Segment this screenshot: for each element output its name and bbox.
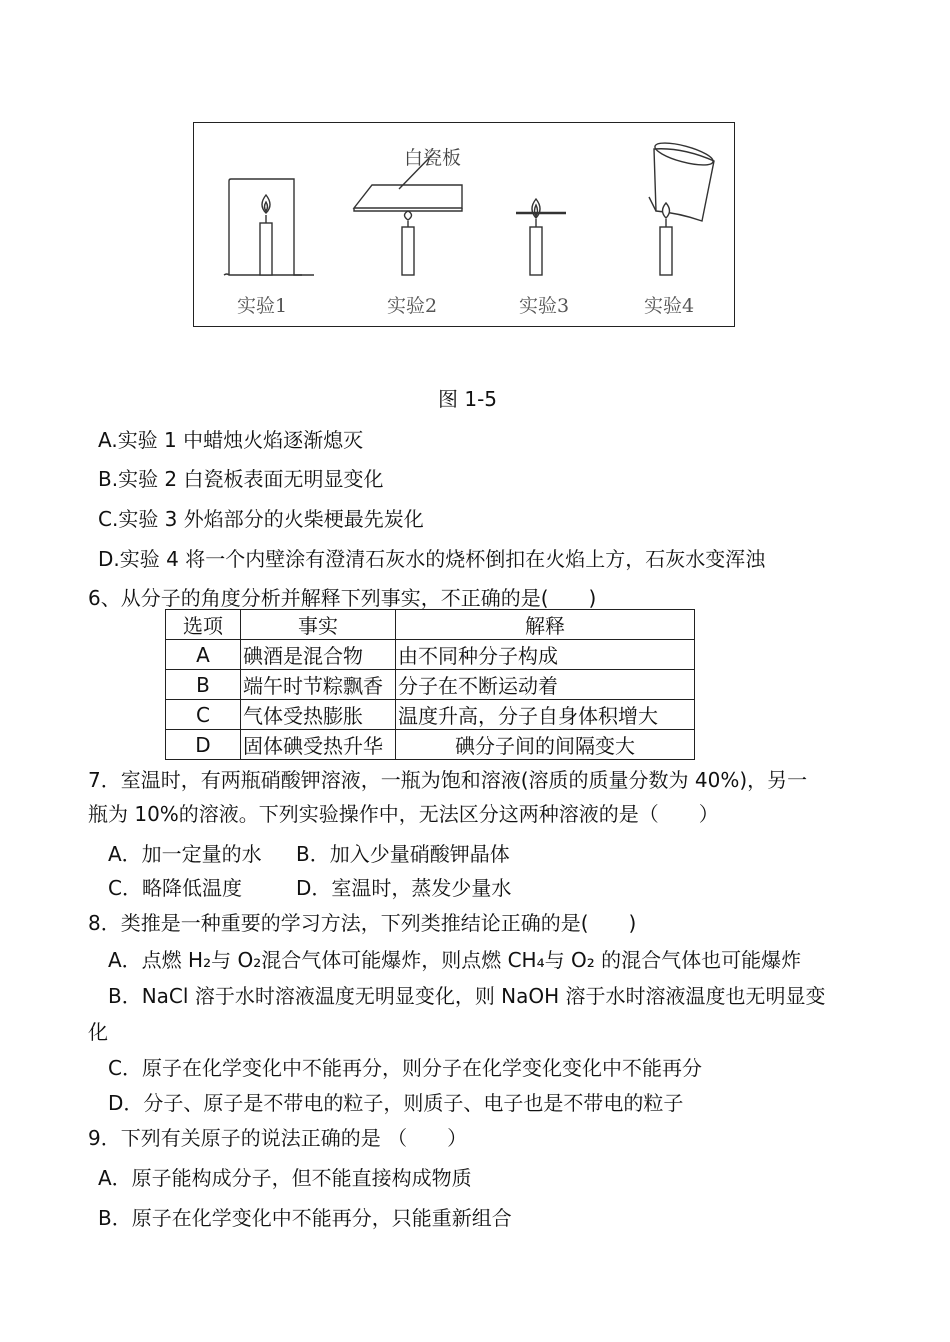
q7-option-c: C．略降低温度	[108, 876, 242, 900]
row-d-explanation: 碘分子间的间隔变大	[396, 730, 695, 760]
row-d-option: D	[166, 730, 241, 760]
q8-option-b: B．NaCl 溶于水时溶液温度无明显变化，则 NaOH 溶于水时溶液温度也无明显变	[108, 984, 826, 1008]
plate-label: 白瓷板	[404, 147, 462, 169]
row-d-fact: 固体碘受热升华	[241, 730, 396, 760]
header-explanation: 解释	[396, 610, 695, 640]
q7-line-1: 7．室温时，有两瓶硝酸钾溶液，一瓶为饱和溶液(溶质的质量分数为 40%)，另一	[88, 768, 808, 792]
q9-option-b: B．原子在化学变化中不能再分，只能重新组合	[98, 1206, 512, 1230]
experiment-figure	[193, 122, 735, 327]
table-row	[166, 640, 695, 670]
figure-caption: 图 1-5	[438, 387, 498, 411]
experiment-1-label: 实验1	[237, 295, 288, 317]
q5-option-d: D.实验 4 将一个内壁涂有澄清石灰水的烧杯倒扣在火焰上方，石灰水变浑浊	[98, 547, 766, 571]
q8-option-d: D．分子、原子是不带电的粒子，则质子、电子也是不带电的粒子	[108, 1091, 684, 1115]
row-c-option: C	[166, 700, 241, 730]
experiment-3-label: 实验3	[519, 295, 570, 317]
row-a-explanation: 由不同种分子构成	[396, 640, 695, 670]
q5-option-a: A.实验 1 中蜡烛火焰逐渐熄灭	[98, 428, 364, 452]
q8-option-a: A．点燃 H₂与 O₂混合气体可能爆炸，则点燃 CH₄与 O₂ 的混合气体也可能爆炸	[108, 948, 802, 972]
q8-option-b-cont: 化	[88, 1020, 108, 1044]
q6-table	[165, 609, 695, 760]
q8-stem: 8．类推是一种重要的学习方法，下列类推结论正确的是( )	[88, 911, 637, 935]
q9-stem: 9．下列有关原子的说法正确的是 （ ）	[88, 1126, 468, 1150]
row-b-option: B	[166, 670, 241, 700]
row-b-fact: 端午时节粽飘香	[241, 670, 396, 700]
table-row	[166, 700, 695, 730]
header-fact: 事实	[241, 610, 396, 640]
table-header-row	[166, 610, 695, 640]
row-b-explanation: 分子在不断运动着	[396, 670, 695, 700]
experiment-4-label: 实验4	[644, 295, 695, 317]
q7-option-d: D．室温时，蒸发少量水	[296, 876, 512, 900]
q5-option-c: C.实验 3 外焰部分的火柴梗最先炭化	[98, 507, 424, 531]
row-a-option: A	[166, 640, 241, 670]
row-c-explanation: 温度升高，分子自身体积增大	[396, 700, 695, 730]
q7-option-b: B．加入少量硝酸钾晶体	[296, 842, 510, 866]
q7-line-2: 瓶为 10%的溶液。下列实验操作中，无法区分这两种溶液的是（ ）	[88, 802, 719, 826]
row-c-fact: 气体受热膨胀	[241, 700, 396, 730]
experiment-2-label: 实验2	[387, 295, 438, 317]
header-option: 选项	[166, 610, 241, 640]
table-row	[166, 730, 695, 760]
table-row	[166, 670, 695, 700]
row-a-fact: 碘酒是混合物	[241, 640, 396, 670]
q7-option-a: A．加一定量的水	[108, 842, 262, 866]
q5-option-b: B.实验 2 白瓷板表面无明显变化	[98, 467, 384, 491]
q6-stem: 6、从分子的角度分析并解释下列事实，不正确的是( )	[88, 586, 597, 610]
q9-option-a: A．原子能构成分子，但不能直接构成物质	[98, 1166, 472, 1190]
q8-option-c: C．原子在化学变化中不能再分，则分子在化学变化变化中不能再分	[108, 1056, 702, 1080]
